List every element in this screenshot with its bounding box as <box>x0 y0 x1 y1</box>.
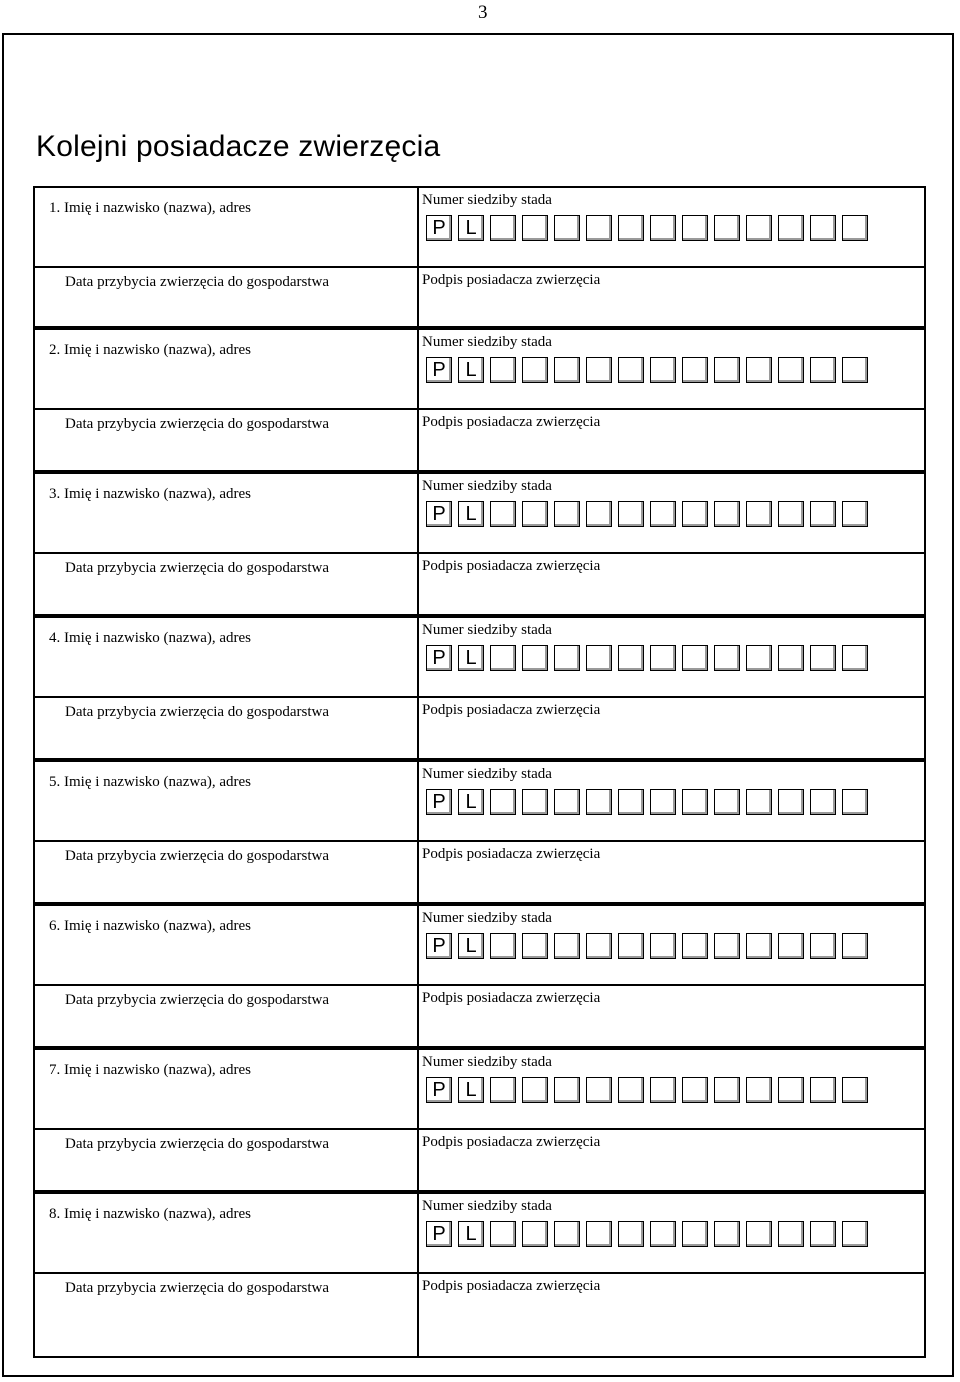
herd-digit-box[interactable] <box>842 1221 868 1247</box>
herd-digit-box[interactable] <box>490 1077 516 1103</box>
owner-name-label: 8. Imię i nazwisko (nazwa), adres <box>49 1206 252 1222</box>
herd-digit-box[interactable] <box>522 357 548 383</box>
herd-digit-box[interactable] <box>522 215 548 241</box>
herd-digit-box[interactable] <box>522 1077 548 1103</box>
herd-prefix-box: L <box>458 645 484 671</box>
owner-signature-label: Podpis posiadacza zwierzęcia <box>422 414 601 430</box>
herd-digit-box[interactable] <box>490 933 516 959</box>
herd-digit-box[interactable] <box>650 789 676 815</box>
herd-prefix-box: P <box>426 1077 452 1103</box>
herd-digit-box[interactable] <box>778 1077 804 1103</box>
herd-digit-box[interactable] <box>778 1221 804 1247</box>
herd-prefix-box: P <box>426 645 452 671</box>
herd-digit-box[interactable] <box>554 501 580 527</box>
herd-number-boxes <box>426 501 874 527</box>
column-divider <box>417 618 419 758</box>
owner-signature-label: Podpis posiadacza zwierzęcia <box>422 702 601 718</box>
row-divider <box>35 840 924 842</box>
column-divider <box>417 330 419 470</box>
herd-number-label: Numer siedziby stada <box>422 1198 552 1214</box>
herd-prefix-box: P <box>426 1221 452 1247</box>
herd-digit-box[interactable] <box>682 645 708 671</box>
herd-digit-box[interactable] <box>778 215 804 241</box>
herd-digit-box[interactable] <box>490 215 516 241</box>
owner-signature-label: Podpis posiadacza zwierzęcia <box>422 846 601 862</box>
herd-digit-box[interactable] <box>522 501 548 527</box>
herd-digit-box[interactable] <box>618 933 644 959</box>
herd-digit-box[interactable] <box>778 789 804 815</box>
herd-digit-box[interactable] <box>650 933 676 959</box>
herd-number-label: Numer siedziby stada <box>422 622 552 638</box>
herd-digit-box[interactable] <box>810 1221 836 1247</box>
arrival-date-label: Data przybycia zwierzęcia do gospodarstwa <box>65 704 330 720</box>
herd-number-label: Numer siedziby stada <box>422 192 552 208</box>
herd-digit-box[interactable] <box>682 1077 708 1103</box>
herd-digit-box[interactable] <box>522 789 548 815</box>
herd-digit-box[interactable] <box>586 645 612 671</box>
owner-block <box>33 618 926 762</box>
owner-block <box>33 186 926 330</box>
herd-digit-box[interactable] <box>746 933 772 959</box>
herd-digit-box[interactable] <box>810 215 836 241</box>
herd-digit-box[interactable] <box>650 1221 676 1247</box>
herd-digit-box[interactable] <box>618 789 644 815</box>
herd-digit-box[interactable] <box>842 1077 868 1103</box>
herd-digit-box[interactable] <box>714 501 740 527</box>
herd-digit-box[interactable] <box>682 933 708 959</box>
row-divider <box>35 984 924 986</box>
arrival-date-label: Data przybycia zwierzęcia do gospodarstwa <box>65 560 330 576</box>
herd-digit-box[interactable] <box>586 501 612 527</box>
owner-block <box>33 906 926 1050</box>
herd-digit-box[interactable] <box>490 501 516 527</box>
row-divider <box>35 552 924 554</box>
herd-number-boxes <box>426 357 874 383</box>
column-divider <box>417 1194 419 1356</box>
herd-digit-box[interactable] <box>746 645 772 671</box>
arrival-date-label: Data przybycia zwierzęcia do gospodarstwa <box>65 992 330 1008</box>
herd-digit-box[interactable] <box>810 933 836 959</box>
column-divider <box>417 474 419 614</box>
herd-digit-box[interactable] <box>554 645 580 671</box>
owners-table <box>33 186 926 1358</box>
page-number: 3 <box>478 2 488 23</box>
column-divider <box>417 188 419 326</box>
herd-digit-box[interactable] <box>682 215 708 241</box>
herd-prefix-box: P <box>426 933 452 959</box>
arrival-date-label: Data przybycia zwierzęcia do gospodarstwa <box>65 848 330 864</box>
herd-digit-box[interactable] <box>554 1221 580 1247</box>
herd-digit-box[interactable] <box>618 357 644 383</box>
herd-digit-box[interactable] <box>682 789 708 815</box>
herd-number-boxes <box>426 215 874 241</box>
herd-digit-box[interactable] <box>586 357 612 383</box>
herd-digit-box[interactable] <box>714 1077 740 1103</box>
herd-digit-box[interactable] <box>778 501 804 527</box>
herd-digit-box[interactable] <box>810 645 836 671</box>
herd-digit-box[interactable] <box>746 789 772 815</box>
herd-number-boxes <box>426 645 874 671</box>
herd-digit-box[interactable] <box>810 789 836 815</box>
arrival-date-label: Data przybycia zwierzęcia do gospodarstwa <box>65 274 330 290</box>
herd-number-boxes <box>426 1221 874 1247</box>
herd-number-label: Numer siedziby stada <box>422 334 552 350</box>
herd-digit-box[interactable] <box>618 1221 644 1247</box>
herd-digit-box[interactable] <box>554 357 580 383</box>
herd-prefix-box: L <box>458 933 484 959</box>
arrival-date-label: Data przybycia zwierzęcia do gospodarstwa <box>65 1136 330 1152</box>
herd-digit-box[interactable] <box>682 501 708 527</box>
herd-digit-box[interactable] <box>618 645 644 671</box>
herd-prefix-box: L <box>458 1077 484 1103</box>
row-divider <box>35 1272 924 1274</box>
herd-digit-box[interactable] <box>586 1221 612 1247</box>
herd-digit-box[interactable] <box>650 357 676 383</box>
owner-block <box>33 762 926 906</box>
herd-digit-box[interactable] <box>746 501 772 527</box>
owner-name-label: 7. Imię i nazwisko (nazwa), adres <box>49 1062 252 1078</box>
herd-digit-box[interactable] <box>618 501 644 527</box>
herd-digit-box[interactable] <box>586 933 612 959</box>
arrival-date-label: Data przybycia zwierzęcia do gospodarstwa <box>65 1280 330 1296</box>
column-divider <box>417 1050 419 1190</box>
owner-block <box>33 330 926 474</box>
owner-signature-label: Podpis posiadacza zwierzęcia <box>422 1134 601 1150</box>
herd-prefix-box: P <box>426 357 452 383</box>
row-divider <box>35 1128 924 1130</box>
herd-digit-box[interactable] <box>810 1077 836 1103</box>
herd-number-label: Numer siedziby stada <box>422 478 552 494</box>
herd-digit-box[interactable] <box>842 645 868 671</box>
row-divider <box>35 696 924 698</box>
owner-block <box>33 1194 926 1358</box>
herd-digit-box[interactable] <box>714 933 740 959</box>
herd-digit-box[interactable] <box>522 1221 548 1247</box>
owner-name-label: 5. Imię i nazwisko (nazwa), adres <box>49 774 252 790</box>
owner-name-label: 6. Imię i nazwisko (nazwa), adres <box>49 918 252 934</box>
herd-digit-box[interactable] <box>650 645 676 671</box>
herd-digit-box[interactable] <box>554 789 580 815</box>
herd-digit-box[interactable] <box>842 357 868 383</box>
herd-digit-box[interactable] <box>682 357 708 383</box>
herd-digit-box[interactable] <box>746 1077 772 1103</box>
owner-signature-label: Podpis posiadacza zwierzęcia <box>422 1278 601 1294</box>
herd-digit-box[interactable] <box>746 357 772 383</box>
herd-digit-box[interactable] <box>714 1221 740 1247</box>
herd-number-boxes <box>426 789 874 815</box>
column-divider <box>417 762 419 902</box>
herd-prefix-box: P <box>426 789 452 815</box>
owner-name-label: 1. Imię i nazwisko (nazwa), adres <box>49 200 252 216</box>
herd-digit-box[interactable] <box>490 1221 516 1247</box>
owner-signature-label: Podpis posiadacza zwierzęcia <box>422 272 601 288</box>
owner-block <box>33 1050 926 1194</box>
herd-digit-box[interactable] <box>554 933 580 959</box>
herd-digit-box[interactable] <box>650 1077 676 1103</box>
herd-digit-box[interactable] <box>810 357 836 383</box>
arrival-date-label: Data przybycia zwierzęcia do gospodarstwa <box>65 416 330 432</box>
herd-prefix-box: L <box>458 215 484 241</box>
column-divider <box>417 906 419 1046</box>
owner-name-label: 2. Imię i nazwisko (nazwa), adres <box>49 342 252 358</box>
herd-digit-box[interactable] <box>778 357 804 383</box>
herd-digit-box[interactable] <box>490 789 516 815</box>
owner-name-label: 4. Imię i nazwisko (nazwa), adres <box>49 630 252 646</box>
herd-number-label: Numer siedziby stada <box>422 910 552 926</box>
herd-digit-box[interactable] <box>586 1077 612 1103</box>
herd-digit-box[interactable] <box>554 215 580 241</box>
herd-digit-box[interactable] <box>714 789 740 815</box>
herd-prefix-box: L <box>458 789 484 815</box>
herd-digit-box[interactable] <box>522 933 548 959</box>
herd-digit-box[interactable] <box>586 789 612 815</box>
row-divider <box>35 266 924 268</box>
owner-signature-label: Podpis posiadacza zwierzęcia <box>422 558 601 574</box>
herd-digit-box[interactable] <box>618 1077 644 1103</box>
row-divider <box>35 408 924 410</box>
herd-prefix-box: P <box>426 501 452 527</box>
herd-digit-box[interactable] <box>778 933 804 959</box>
herd-digit-box[interactable] <box>554 1077 580 1103</box>
herd-digit-box[interactable] <box>490 357 516 383</box>
herd-digit-box[interactable] <box>842 933 868 959</box>
page-title: Kolejni posiadacze zwierzęcia <box>36 130 441 163</box>
owner-name-label: 3. Imię i nazwisko (nazwa), adres <box>49 486 252 502</box>
herd-digit-box[interactable] <box>490 645 516 671</box>
herd-digit-box[interactable] <box>618 215 644 241</box>
herd-digit-box[interactable] <box>714 357 740 383</box>
herd-digit-box[interactable] <box>746 215 772 241</box>
owner-signature-label: Podpis posiadacza zwierzęcia <box>422 990 601 1006</box>
herd-prefix-box: L <box>458 357 484 383</box>
herd-digit-box[interactable] <box>650 215 676 241</box>
herd-digit-box[interactable] <box>586 215 612 241</box>
herd-digit-box[interactable] <box>778 645 804 671</box>
herd-digit-box[interactable] <box>522 645 548 671</box>
owner-block <box>33 474 926 618</box>
herd-number-boxes <box>426 933 874 959</box>
herd-number-label: Numer siedziby stada <box>422 1054 552 1070</box>
herd-digit-box[interactable] <box>746 1221 772 1247</box>
herd-digit-box[interactable] <box>714 215 740 241</box>
herd-digit-box[interactable] <box>682 1221 708 1247</box>
herd-digit-box[interactable] <box>842 215 868 241</box>
herd-number-label: Numer siedziby stada <box>422 766 552 782</box>
herd-prefix-box: L <box>458 1221 484 1247</box>
herd-digit-box[interactable] <box>842 789 868 815</box>
herd-prefix-box: P <box>426 215 452 241</box>
herd-prefix-box: L <box>458 501 484 527</box>
herd-number-boxes <box>426 1077 874 1103</box>
herd-digit-box[interactable] <box>810 501 836 527</box>
herd-digit-box[interactable] <box>650 501 676 527</box>
herd-digit-box[interactable] <box>842 501 868 527</box>
herd-digit-box[interactable] <box>714 645 740 671</box>
